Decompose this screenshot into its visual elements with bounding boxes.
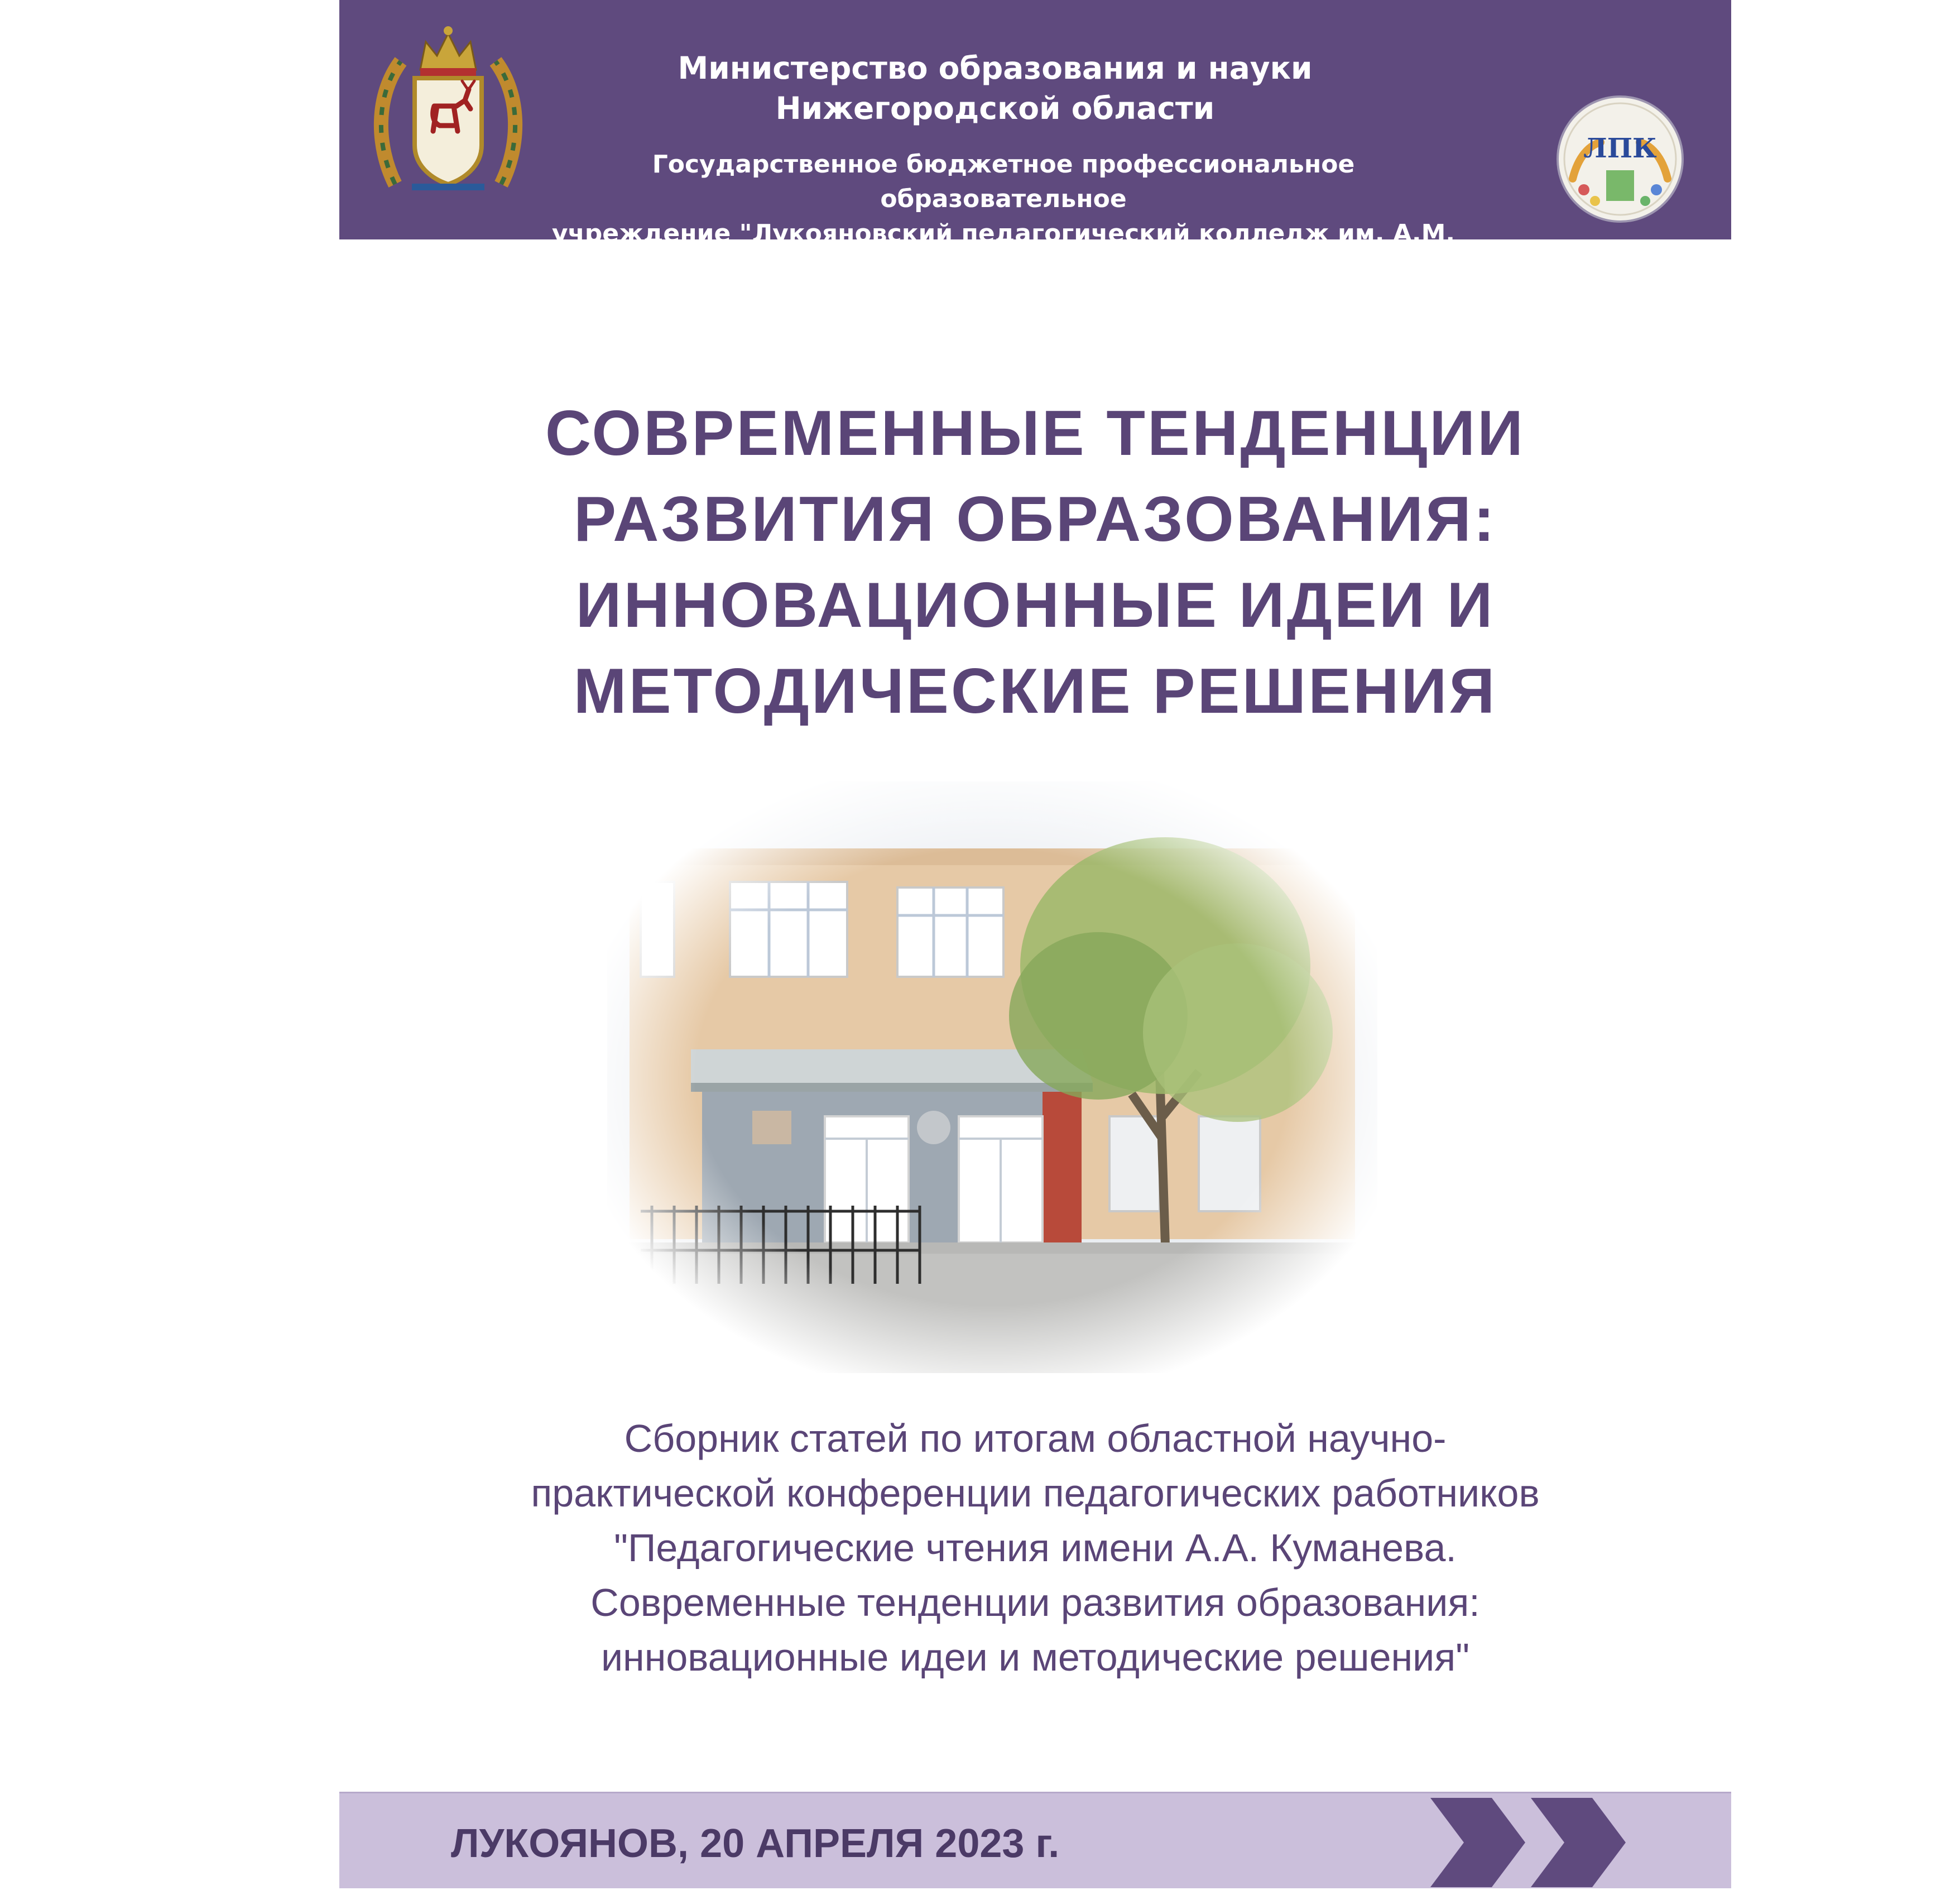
cover-title [391, 391, 1680, 735]
subtitle-line-2: практической конференции педагогических работников [531, 1471, 1540, 1515]
cover-header [339, 0, 1731, 282]
coat-of-arms-emblem [373, 17, 523, 201]
title-line-3: ИННОВАЦИОННЫЕ ИДЕИ И [575, 570, 1495, 641]
college-logo-emblem [1556, 95, 1684, 223]
subtitle-line-1: Сборник статей по итогам областной научно- [624, 1417, 1447, 1460]
title-line-1: СОВРЕМЕННЫЕ ТЕНДЕНЦИИ [545, 398, 1526, 469]
college-logo-text: ЛПК [1583, 133, 1657, 164]
title-line-4: МЕТОДИЧЕСКИЕ РЕШЕНИЯ [573, 656, 1497, 727]
college-building-photo [607, 781, 1377, 1373]
ministry-name [563, 48, 1428, 128]
place-date: ЛУКОЯНОВ, 20 АПРЕЛЯ 2023 г. [451, 1821, 1060, 1866]
ministry-line-2: Нижегородской области [775, 90, 1215, 126]
institution-line-2: учреждение "Лукояновский педагогический колледж им. А.М. Горького" [551, 219, 1455, 282]
chevron-right-icon [1430, 1798, 1525, 1887]
subtitle-line-3: "Педагогические чтения имени А.А. Куманева. [614, 1526, 1457, 1570]
collection-description [391, 1411, 1680, 1685]
title-line-2: РАЗВИТИЯ ОБРАЗОВАНИЯ: [574, 484, 1497, 555]
institution-line-1: Государственное бюджетное профессиональное образовательное [652, 150, 1355, 213]
subtitle-line-5: инновационные идеи и методические решения" [601, 1635, 1470, 1679]
ministry-line-1: Министерство образования и науки [678, 50, 1313, 86]
cover-footer [339, 1792, 1731, 1888]
subtitle-line-4: Современные тенденции развития образования: [590, 1581, 1480, 1624]
chevron-right-icon [1531, 1798, 1626, 1887]
institution-name [529, 147, 1478, 286]
